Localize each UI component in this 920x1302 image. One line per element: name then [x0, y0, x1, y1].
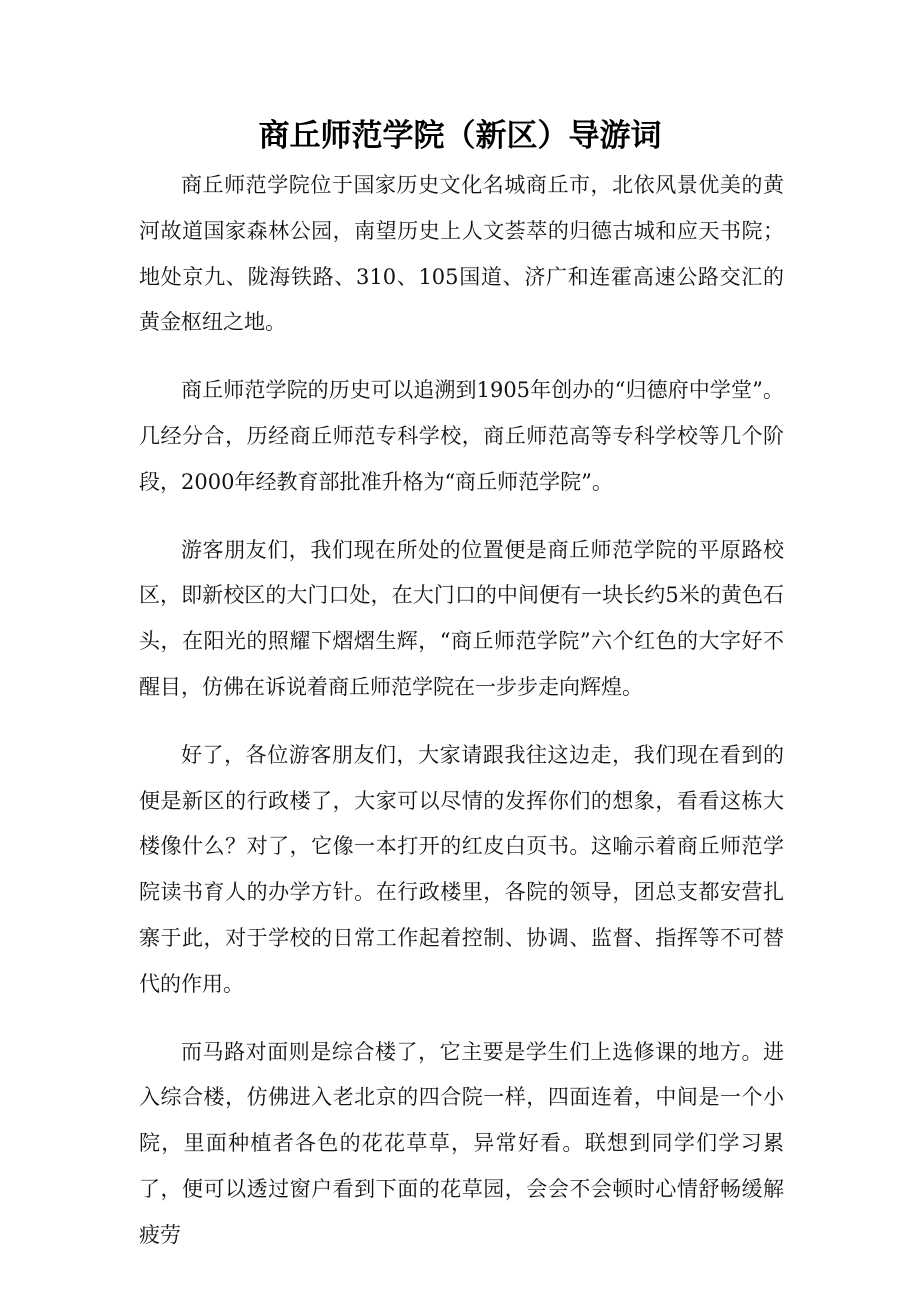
document-title: 商丘师范学院（新区）导游词: [258, 118, 662, 154]
paragraph-complex-building: 而马路对面则是综合楼了，它主要是学生们上选修课的地方。进入综合楼，仿佛进入老北京的四合院一样，四面连着，中间是一个小院，里面种植者各色的花花草草，异常好看。联想到同学们学习累了，便可以透过窗户看到下面的花草园，会会不会顿时心情舒畅缓解疲劳: [139, 1039, 784, 1247]
paragraph-admin-building: 好了，各位游客朋友们，大家请跟我往这边走，我们现在看到的便是新区的行政楼了，大家可以尽情的发挥你们的想象，看看这栋大楼像什么？对了，它像一本打开的红皮白页书。这喻示着商丘师范学院读书育人的办学方针。在行政楼里，各院的领导，团总支都安营扎寨于此，对于学校的日常工作起着控制、协调、监督、指挥等不可替代的作用。: [139, 742, 784, 996]
paragraph-main-gate: 游客朋友们，我们现在所处的位置便是商丘师范学院的平原路校区，即新校区的大门口处，在大门口的中间便有一块长约5米的黄色石头，在阳光的照耀下熠熠生辉，“商丘师范学院”六个红色的大字好不醒目，仿佛在诉说着商丘师范学院在一步步走向辉煌。: [139, 537, 784, 699]
paragraph-history-origin: 商丘师范学院的历史可以追溯到1905年创办的“归德府中学堂”。几经分合，历经商丘师范专科学校，商丘师范高等专科学校等几个阶段，2000年经教育部批准升格为“商丘师范学院”。: [139, 378, 784, 494]
document-body: [139, 163, 784, 1281]
paragraph-history-location: 商丘师范学院位于国家历史文化名城商丘市，北依风景优美的黄河故道国家森林公园，南望历史上人文荟萃的归德古城和应天书院；地处京九、陇海铁路、310、105国道、济广和连霍高速公路交汇的黄金枢纽之地。: [139, 173, 784, 335]
